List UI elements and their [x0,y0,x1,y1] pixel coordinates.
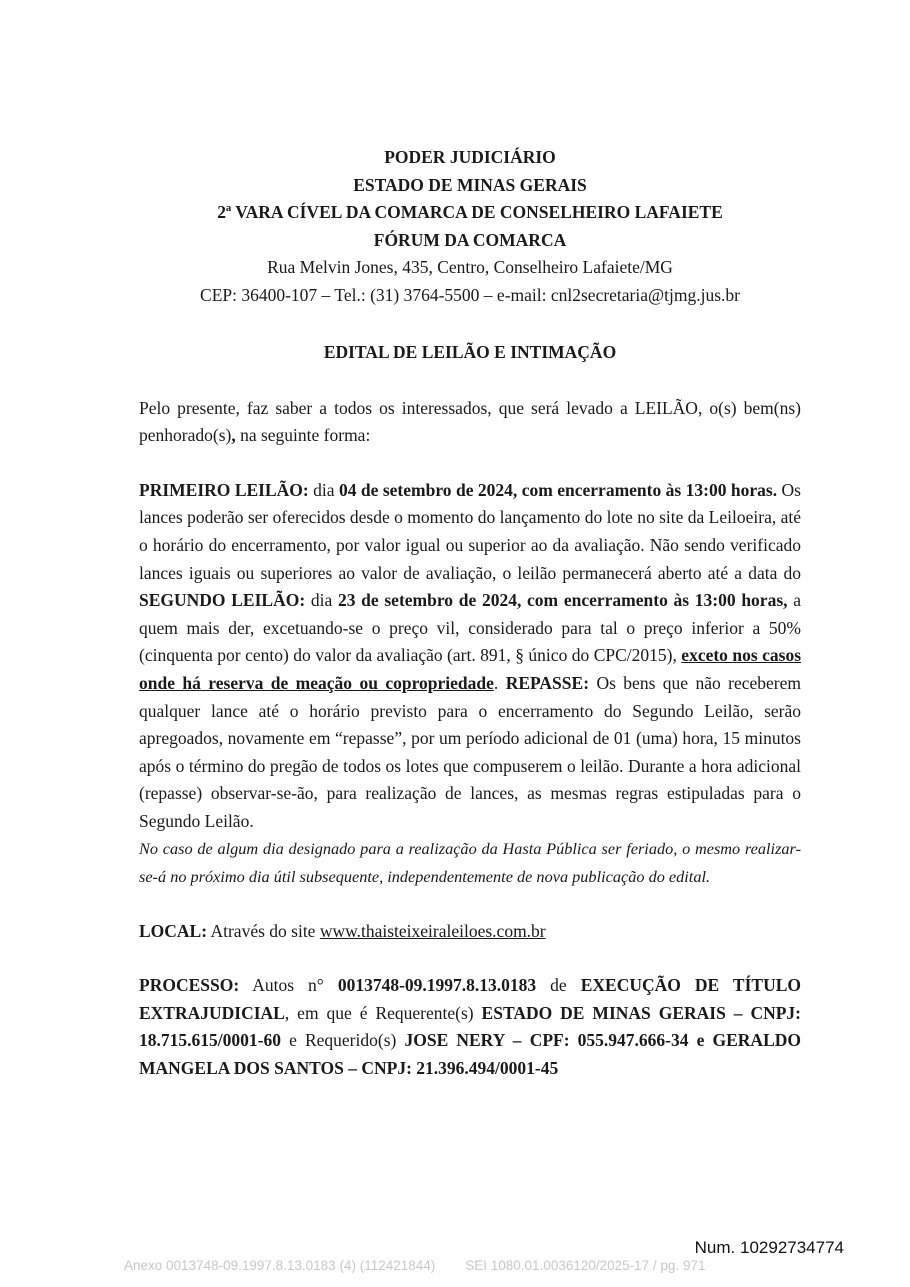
local-label: LOCAL: [139,920,208,941]
primeiro-leilao-paragraph [139,477,801,836]
local-site-link[interactable]: www.thaisteixeiraleiloes.com.br [319,920,546,941]
primeiro-text-3: dia [305,590,338,611]
processo-paragraph [139,972,801,1082]
primeiro-text-1: dia [308,479,339,500]
header-line-poder: PODER JUDICIÁRIO [384,147,556,167]
processo-label: PROCESSO: [139,975,240,996]
processo-autos-number: 0013748-09.1997.8.13.0183 [337,975,537,996]
processo-text-4: e Requerido(s) [280,1030,405,1051]
document-header [139,144,801,310]
processo-requerido: JOSE NERY – CPF: 055.947.666-34 e GERALDO MANGELA DOS SANTOS – CNPJ: 21.396.494/0001-45 [139,1030,801,1079]
processo-requerente: ESTADO DE MINAS GERAIS – CNPJ: 18.715.615/0001-60 [139,1002,801,1051]
intro-text: Pelo presente, faz saber a todos os interessados, que será levado a LEILÃO, o(s) bem(ns) penhorado(s) [139,397,801,446]
primeiro-leilao-date: 04 de setembro de 2024, com encerramento às 13:00 horas. [338,479,778,500]
anexo-watermark: Anexo 0013748-09.1997.8.13.0183 (4) (112421844) SEI 1080.01.0036120/2025-17 / pg. 971 [124,1258,706,1273]
primeiro-text-5: . [493,672,506,693]
processo-text-3: , em que é Requerente(s) [284,1002,482,1023]
local-paragraph [139,918,801,946]
primeiro-text-2: Os lances poderão ser oferecidos desde o momento do lançamento do lote no site da Leiloeira, até o horário do encerramento, por valor igual ou superior ao da avaliação. Não sendo verificado lances iguais ou superiores ao valor de avaliação, o leilão permanecerá aberto até a data do [139,479,801,583]
header-line-estado: ESTADO DE MINAS GERAIS [353,174,587,195]
header-contact: CEP: 36400-107 – Tel.: (31) 3764-5500 – e-mail: cnl2secretaria@tjmg.jus.br [200,284,740,305]
intro-comma: , [231,425,236,446]
intro-end: na seguinte forma: [235,425,371,446]
feriado-note: No caso de algum dia designado para a realização da Hasta Pública ser feriado, o mesmo realizar-se-á no próximo dia útil subsequente, independentemente de nova publicação do edital. [139,839,801,887]
primeiro-text-6: Os bens que não receberem qualquer lance até o horário previsto para o encerramento do Segundo Leilão, serão apregoados, novamente em “repasse”, por um período adicional de 01 (uma) hora, 15 minutos após o término do pregão de todos os lotes que compuserem o leilão. Durante a hora adicional (repasse) observar-se-ão, para realização de lances, as mesmas regras estipuladas para o Segundo Leilão. [139,672,802,831]
processo-text-2: de [536,975,581,996]
header-line-vara: 2ª VARA CÍVEL DA COMARCA DE CONSELHEIRO LAFAIETE [217,202,723,223]
primeiro-text-4: a quem mais der, excetuando-se o preço vil, considerado para tal o preço inferior a 50% (cinquenta por cento) do valor da avaliação (art. 891, § único do CPC/2015), [139,590,801,666]
segundo-leilao-date: 23 de setembro de 2024, com encerramento às 13:00 horas, [337,590,788,611]
header-line-forum: FÓRUM DA COMARCA [373,229,567,250]
processo-text-1: Autos n° [239,975,338,996]
local-text: Através do site [207,920,320,941]
edital-title: EDITAL DE LEILÃO E INTIMAÇÃO [323,341,617,362]
repasse-label: REPASSE: [505,672,590,693]
segundo-leilao-label: SEGUNDO LEILÃO: [139,590,306,611]
document-page [139,144,801,1083]
exceto-clause: exceto nos casos onde há reserva de meação ou copropriedade [139,645,801,693]
processo-tipo: EXECUÇÃO DE TÍTULO EXTRAJUDICIAL [139,975,802,1023]
intro-paragraph [139,395,801,450]
document-number: Num. 10292734774 [694,1238,844,1257]
header-address: Rua Melvin Jones, 435, Centro, Conselheiro Lafaiete/MG [267,257,673,278]
primeiro-leilao-label: PRIMEIRO LEILÃO: [139,479,309,500]
